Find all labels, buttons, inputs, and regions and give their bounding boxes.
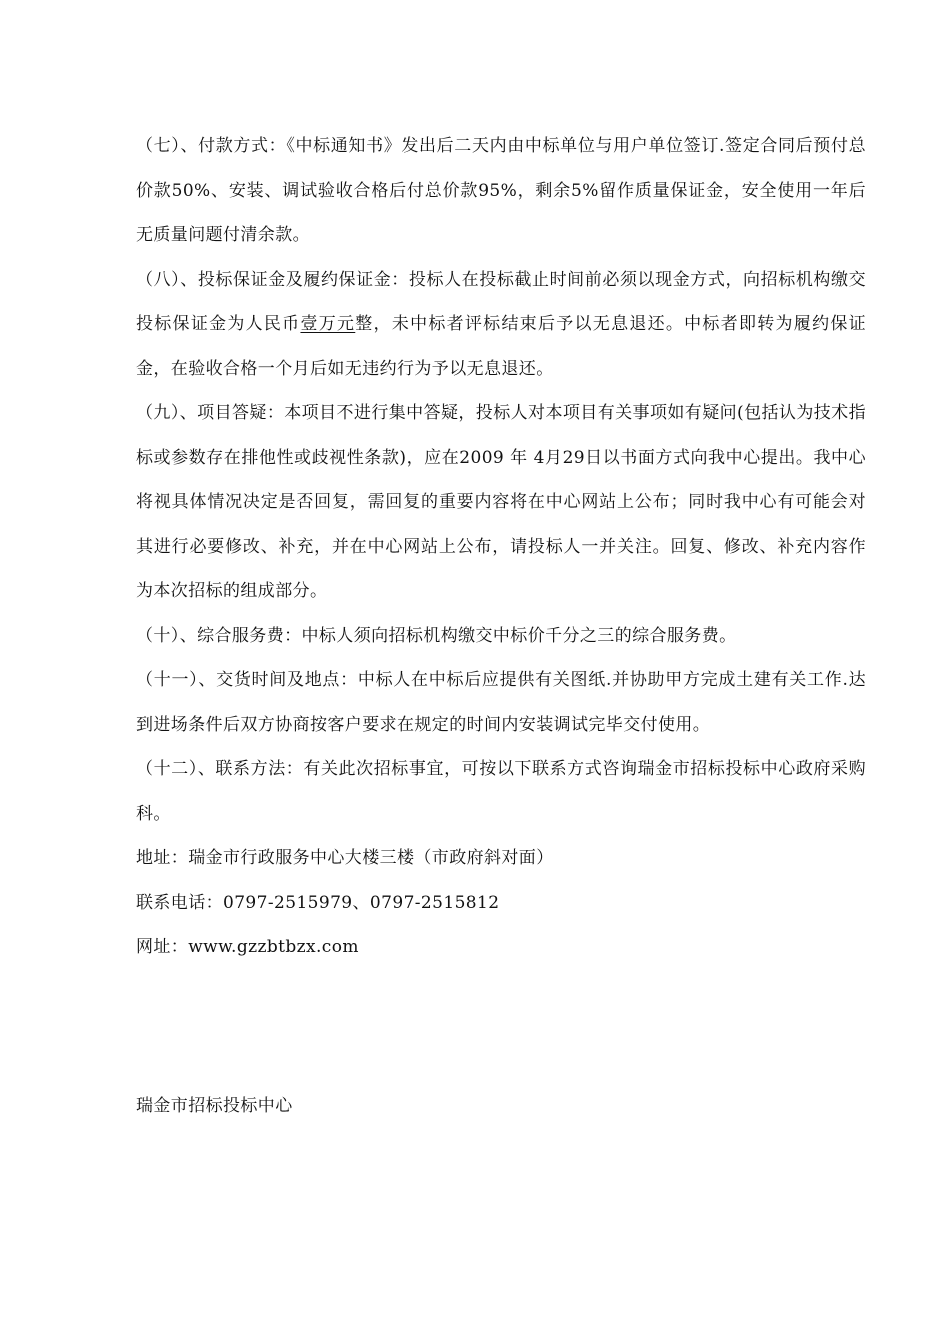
section-project-qa: （九）、项目答疑：本项目不进行集中答疑，投标人对本项目有关事项如有疑问(包括认为技术指标或参数存在排他性或歧视性条款)，应在2009 年 4月29日以书面方式向我中心提出。我中心将视具体情况决定是否回复，需回复的重要内容将在中心网站上公布；同时我中心有可能会对其进行必要修改、补充，并在中心网站上公布，请投标人一并关注。回复、修改、补充内容作为本次招标的组成部分。 bbox=[136, 403, 866, 601]
contact-website: 网址：www.gzzbtbzx.com bbox=[136, 937, 359, 957]
section-contact-method: （十二）、联系方法：有关此次招标事宜，可按以下联系方式咨询瑞金市招标投标中心政府采购科。 bbox=[136, 759, 866, 824]
section-payment-terms: （七）、付款方式：《中标通知书》发出后二天内由中标单位与用户单位签订.签定合同后预付总价款50%、安装、调试验收合格后付总价款95%，剩余5%留作质量保证金，安全使用一年后无质量问题付清余款。 bbox=[136, 136, 866, 245]
contact-address: 地址：瑞金市行政服务中心大楼三楼（市政府斜对面） bbox=[136, 848, 554, 868]
document-body bbox=[136, 124, 866, 970]
section-service-fee: （十）、综合服务费：中标人须向招标机构缴交中标价千分之三的综合服务费。 bbox=[136, 625, 737, 646]
section-delivery: （十一）、交货时间及地点：中标人在中标后应提供有关图纸.并协助甲方完成土建有关工作.达到进场条件后双方协商按客户要求在规定的时间内安装调试完毕交付使用。 bbox=[136, 670, 866, 735]
contact-phone: 联系电话：0797-2515979、0797-2515812 bbox=[136, 892, 500, 913]
section-bid-deposit bbox=[136, 258, 866, 392]
bid-deposit-text-after: 整，未中标者评标结束后予以无息退还。中标者即转为履约保证金，在验收合格一个月后如无违约行为予以无息退还。 bbox=[136, 314, 867, 379]
bid-deposit-text-before: （八）、投标保证金及履约保证金：投标人在投标截止时间前必须以现金方式，向招标机构缴交投标保证金为人民币 bbox=[136, 269, 866, 334]
signature-organization: 瑞金市招标投标中心 bbox=[136, 1096, 293, 1116]
bid-deposit-amount: 壹万元 bbox=[300, 314, 356, 334]
